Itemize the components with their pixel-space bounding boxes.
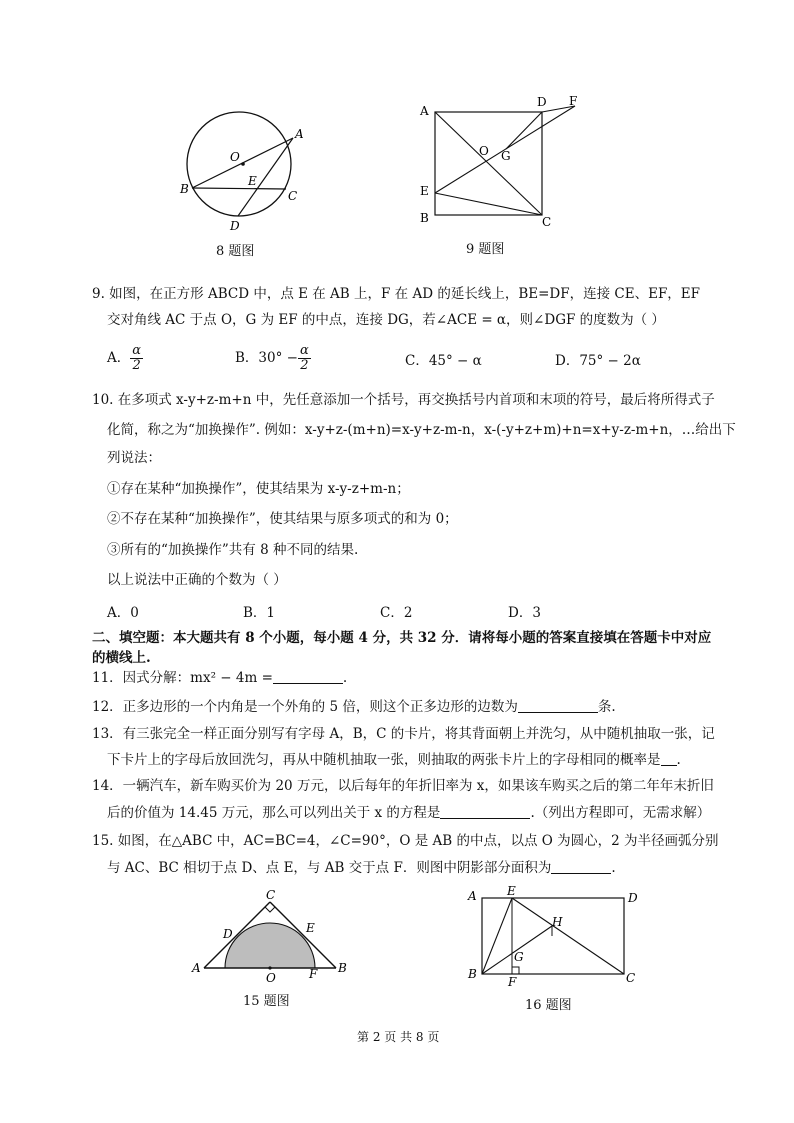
fig8-label-a: A bbox=[295, 127, 304, 141]
q11: 11．因式分解：mx² − 4m = . bbox=[92, 670, 348, 686]
fig16-label-h: H bbox=[552, 915, 563, 929]
fig8-label-c: C bbox=[288, 189, 298, 203]
figure-8 bbox=[170, 100, 320, 250]
fig8-chord-bc bbox=[192, 188, 286, 189]
fig9-diag-ac bbox=[435, 112, 542, 215]
q9-line2: 交对角线 AC 于点 O，G 为 EF 的中点，连接 DG，若∠ACE = α，则∠DGF 的度数为（ ） bbox=[107, 312, 665, 328]
fig8-label-o: O bbox=[230, 150, 240, 164]
q9-option-a: A． $\frac{\alpha}{2}$ bbox=[107, 343, 142, 373]
q11-blank[interactable] bbox=[273, 669, 343, 684]
q9-option-d: D．75° − 2α bbox=[555, 353, 641, 369]
fig16-caption: 16 题图 bbox=[525, 998, 572, 1013]
fig9-label-e: E bbox=[420, 184, 429, 198]
q10-ask: 以上说法中正确的个数为（ ） bbox=[107, 572, 287, 588]
fig15-label-o: O bbox=[266, 971, 276, 985]
figure-15 bbox=[188, 888, 358, 988]
fig15-right-angle-mark bbox=[265, 907, 275, 912]
fig8-label-e: E bbox=[248, 174, 257, 188]
fig9-label-d: D bbox=[537, 95, 547, 109]
fig15-label-a: A bbox=[192, 961, 201, 975]
q9-option-c: C．45° − α bbox=[405, 353, 482, 369]
fig8-center-dot bbox=[241, 162, 245, 166]
q12: 12．正多边形的一个内角是一个外角的 5 倍，则这个正多边形的边数为 条. bbox=[92, 699, 616, 715]
fig16-seg-ec bbox=[512, 898, 624, 974]
fig9-label-g: G bbox=[501, 149, 511, 163]
q10-option-c: C．2 bbox=[380, 605, 413, 621]
q10-line1: 10. 在多项式 x-y+z-m+n 中，先任意添加一个括号，再交换括号内首项和末项的符号，最后将所得式子 bbox=[92, 392, 715, 408]
q9-line1: 9. 如图，在正方形 ABCD 中，点 E 在 AB 上，F 在 AD 的延长线上，BE=DF，连接 CE、EF，EF bbox=[92, 286, 701, 302]
q14-line2: 后的价值为 14.45 万元，那么可以列出关于 x 的方程是 .（列出方程即可，无需求解） bbox=[107, 805, 711, 821]
q10-line2: 化简，称之为“加换操作”. 例如：x-y+z-(m+n)=x-y+z-m-n，x-(-y+z+m)+n=x+y-z-m+n，…给出下 bbox=[107, 422, 736, 438]
fig15-center-dot bbox=[268, 966, 271, 969]
q10-option-b: B．1 bbox=[243, 605, 276, 621]
q9-option-b: B．30° − $\frac{\alpha}{2}$ bbox=[235, 343, 309, 373]
figure-9 bbox=[415, 92, 590, 232]
fig16-label-g: G bbox=[514, 950, 524, 964]
fig16-rectangle bbox=[482, 898, 624, 974]
q10-option-a: A．0 bbox=[107, 605, 139, 621]
fig15-label-d: D bbox=[223, 927, 233, 941]
fig15-label-f: F bbox=[309, 967, 318, 981]
q12-blank[interactable] bbox=[518, 698, 598, 713]
fig9-caption: 9 题图 bbox=[466, 242, 505, 257]
fig8-label-d: D bbox=[230, 219, 240, 233]
fig9-label-a: A bbox=[420, 104, 429, 118]
fig16-label-c: C bbox=[626, 971, 636, 985]
fig9-label-c: C bbox=[542, 215, 552, 229]
figure-16 bbox=[462, 884, 652, 994]
fig16-label-b: B bbox=[468, 967, 477, 981]
fig9-label-b: B bbox=[420, 211, 429, 225]
fig16-right-angle-mark bbox=[512, 967, 519, 974]
q15-blank[interactable] bbox=[551, 859, 611, 874]
fig9-label-f: F bbox=[569, 94, 578, 108]
q15-line2: 与 AC、BC 相切于点 D、点 E，与 AB 交于点 F．则图中阴影部分面积为 . bbox=[107, 860, 616, 876]
fig15-label-c: C bbox=[266, 888, 276, 902]
section2-heading-line1: 二、填空题：本大题共有 8 个小题，每小题 4 分，共 32 分．请将每小题的答案直接填在答题卡中对应 bbox=[92, 630, 712, 646]
fig8-label-b: B bbox=[180, 182, 189, 196]
q10-statement-1: ①存在某种“加换操作”，使其结果为 x-y-z+m-n； bbox=[107, 481, 410, 497]
q13-blank[interactable] bbox=[661, 751, 677, 766]
q10-line3: 列说法： bbox=[107, 450, 161, 466]
section2-heading-line2: 的横线上. bbox=[92, 650, 151, 666]
q13-line2: 下卡片上的字母后放回洗匀，再从中随机抽取一张，则抽取的两张卡片上的字母相同的概率是 . bbox=[107, 752, 681, 768]
fig16-label-d: D bbox=[628, 891, 638, 905]
q10-option-d: D．3 bbox=[508, 605, 541, 621]
fig16-label-e: E bbox=[507, 884, 516, 898]
q14-line1: 14．一辆汽车，新车购买价为 20 万元，以后每年的年折旧率为 x，如果该车购买之后的第二年年末折旧 bbox=[92, 778, 714, 794]
fig15-label-b: B bbox=[338, 961, 347, 975]
q10-statement-3: ③所有的“加换操作”共有 8 种不同的结果. bbox=[107, 542, 359, 558]
fig15-shaded-semicircle bbox=[225, 923, 315, 968]
q15-line1: 15. 如图，在△ABC 中，AC=BC=4，∠C=90°，O 是 AB 的中点，以点 O 为圆心，2 为半径画弧分别 bbox=[92, 833, 719, 849]
q14-blank[interactable] bbox=[440, 804, 530, 819]
page-footer: 第 2 页 共 8 页 bbox=[357, 1030, 440, 1044]
fig9-label-o: O bbox=[479, 144, 489, 158]
q10-statement-2: ②不存在某种“加换操作”，使其结果与原多项式的和为 0； bbox=[107, 511, 458, 527]
fig15-caption: 15 题图 bbox=[243, 994, 290, 1009]
q13-line1: 13．有三张完全一样正面分别写有字母 A，B，C 的卡片，将其背面朝上并洗匀，从中随机抽取一张，记 bbox=[92, 726, 715, 742]
fig8-caption: 8 题图 bbox=[216, 244, 255, 259]
fig9-seg-ec bbox=[435, 193, 542, 215]
fig16-label-f: F bbox=[508, 975, 517, 989]
fig15-label-e: E bbox=[306, 921, 315, 935]
fig8-chord-ad bbox=[238, 138, 293, 216]
fig16-label-a: A bbox=[468, 889, 477, 903]
fig16-seg-be bbox=[482, 898, 512, 974]
